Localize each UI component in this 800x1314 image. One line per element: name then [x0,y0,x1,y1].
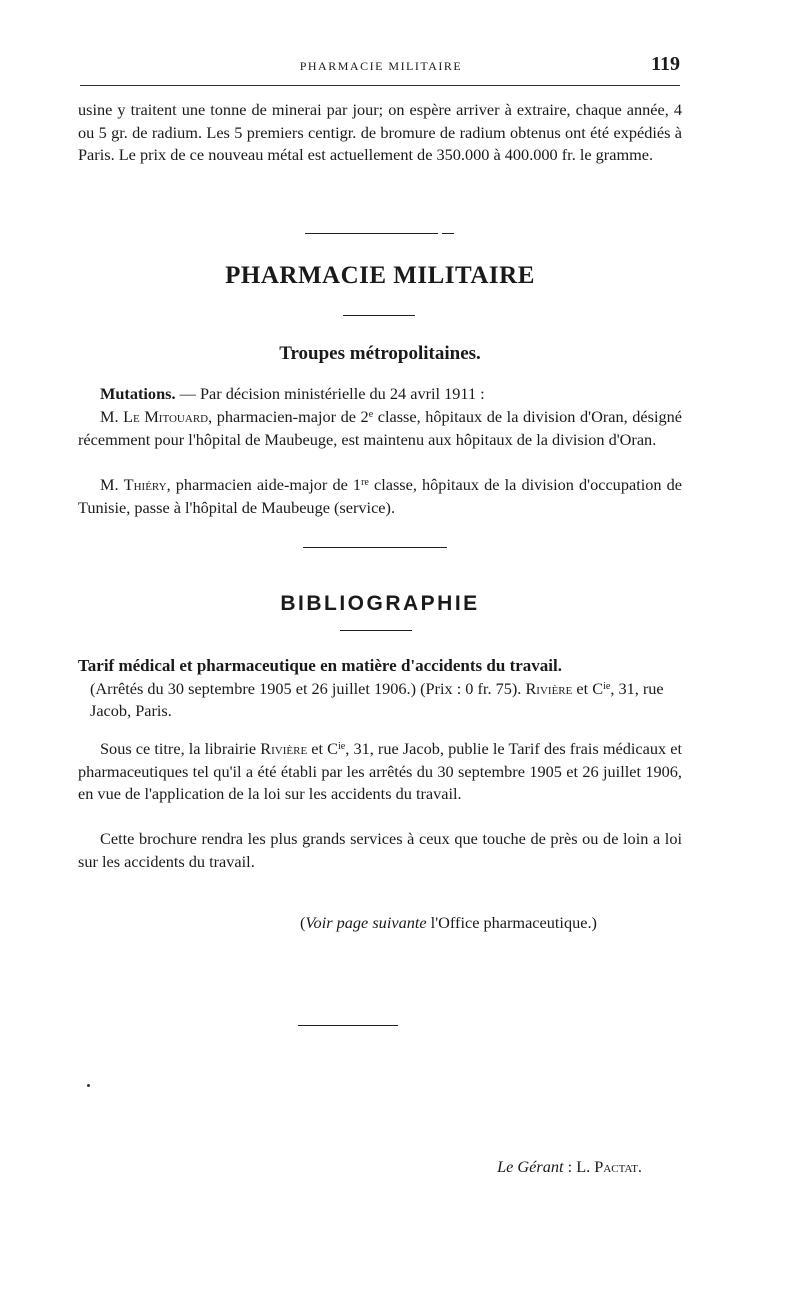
mutation-entry [78,474,682,519]
ordinal-suffix: e [368,409,374,420]
entry-rest: classe, hôpitaux de la division d'Oran, désigné récemment pour l'hôpital de Maubeuge, est maintenu aux hôpitaux de la division d'Oran. [78,407,682,449]
signature-label: Le Gérant [497,1157,564,1176]
subsection-title: Troupes métropolitaines. [279,343,481,364]
bibliography-entry [78,655,682,723]
header-rule [80,85,680,86]
note-text: l'Office pharmaceutique.) [426,913,597,932]
review-paragraph: Cette brochure rendra les plus grands services à ceux que touche de près ou de loin a loi sur les accidents du travail. [78,829,682,871]
entry-prefix: M. [100,407,124,426]
page-number: 119 [651,53,680,75]
entry-detail-text: et C [572,678,604,698]
entry-prefix: M. [100,475,124,494]
review-text: , 31, rue Jacob, publie le Tarif des frais médicaux et pharmaceutiques tel qu'il a été établi par les arrêtés du 30 septembre 1905 et 26 juillet 1906, en vue de l'application de la loi sur les accidents du travail. [78,739,682,803]
mutation-entry [78,406,682,451]
officer-name: Le Mitouard [123,407,209,426]
intro-paragraph: usine y traitent une tonne de minerai par jour; on espère arriver à extraire, chaque année, 4 ou 5 gr. de radium. Les 5 premiers centigr. de bromure de radium obtenus ont été expédiés à Paris. Le prix de ce nouveau métal est actuellement de 350.000 à 400.000 fr. le gramme. [78,100,682,164]
signature-name: L. Pactat. [576,1157,642,1176]
company-suffix: ie [603,680,611,692]
entry-detail [78,678,682,723]
entry-rest: classe, hôpitaux de la division d'occupation de Tunisie, passe à l'hôpital de Maubeuge (service). [78,475,682,517]
running-title: PHARMACIE MILITAIRE [299,59,463,73]
section-divider [303,547,447,548]
review-text: et C [307,739,339,758]
section-divider [305,233,438,234]
note-paren: ( [300,913,306,932]
print-speck [87,1084,90,1087]
entry-detail-text: (Arrêtés du 30 septembre 1905 et 26 juillet 1906.) (Prix : 0 fr. 75). [90,678,526,698]
entry-detail-text: , 31, rue Jacob, Paris. [90,678,664,720]
running-head [80,53,682,77]
mutations-label: Mutations. [100,384,176,403]
title-underline [340,630,412,631]
section-divider-dash [442,233,454,234]
entry-heading: Tarif médical et pharmaceutique en matière d'accidents du travail. [78,656,562,675]
officer-name: Thiéry [123,475,167,494]
entry-text: , pharmacien-major de 2 [208,407,369,426]
publisher-name: Rivière [525,678,573,698]
entry-text: , pharmacien aide-major de 1 [166,475,362,494]
section-title-bibliographie: BIBLIOGRAPHIE [280,592,480,615]
signature-line [400,1157,642,1177]
section-title-pharmacie: PHARMACIE MILITAIRE [225,262,535,289]
review-text: Sous ce titre, la librairie [100,739,261,758]
closing-divider [298,1025,398,1026]
note-italic: Voir page suivante [305,913,427,932]
mutations-text: — Par décision ministérielle du 24 avril 1911 : [175,384,485,403]
mutations-paragraph [78,383,682,406]
publisher-name: Rivière [260,739,308,758]
signature-separator: : [563,1157,577,1176]
ordinal-suffix: re [361,477,369,488]
review-paragraph [78,738,682,806]
company-suffix: ie [338,741,346,752]
title-underline [343,315,415,316]
continuation-note [300,913,680,933]
